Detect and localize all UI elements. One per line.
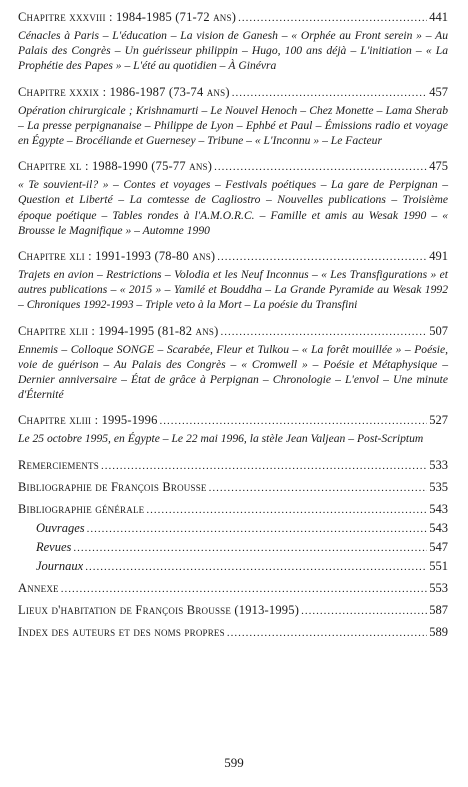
page-number: 491: [429, 249, 448, 264]
appendix-entry: [18, 603, 448, 619]
chapter-entry: [18, 324, 448, 403]
sub-entry-label: Journaux: [36, 558, 84, 573]
back-matter-entry: [18, 502, 448, 518]
page-number: 475: [429, 159, 448, 174]
page-number: 543: [429, 501, 448, 516]
page-number: 457: [429, 84, 448, 99]
dot-leader: [217, 250, 427, 265]
chapter-description: Ennemis – Colloque SONGE – Scarabée, Fleur et Tulkou – « La forêt mouillée » – Poésie, voie de guérison – Au Palais des Congrès – « Cromwell » – Poésie et Métaphysique – Dernier anniversaire – État de grâce à Perpignan – Chronologie – L'envol – Une minute d'Éternité: [18, 342, 448, 402]
chapter-heading-line: [18, 10, 448, 26]
dot-leader: [232, 86, 428, 101]
dot-leader: [73, 541, 427, 556]
dot-leader: [209, 481, 428, 496]
back-matter-entry: [18, 480, 448, 496]
dot-leader: [220, 325, 427, 340]
page-number: 553: [429, 580, 448, 595]
chapter-heading-line: [18, 85, 448, 101]
back-matter-label: Bibliographie générale: [18, 501, 145, 516]
chapter-description: Cénacles à Paris – L'éducation – La vision de Ganesh – « Orphée au Front serein » – Au Palais des Congrès – Un guérisseur philippin – Hugo, 100 ans déjà – L'initiation – « La Prophétie des Papes » – L'été au quotidien – À Ginévra: [18, 29, 448, 73]
page-number: 535: [429, 479, 448, 494]
page-number: 589: [429, 624, 448, 639]
back-matter-entry: [18, 458, 448, 474]
chapter-heading: Chapitre xxxix : 1986-1987 (73-74 ans): [18, 84, 230, 99]
page-folio: 599: [224, 755, 244, 770]
table-of-contents: [18, 10, 448, 647]
appendix-label: Lieux d'habitation de François Brousse (1913-1995): [18, 602, 300, 617]
chapter-heading: Chapitre xxxviii : 1984-1985 (71-72 ans): [18, 10, 237, 24]
dot-leader: [87, 522, 428, 537]
back-matter-label: Remerciements: [18, 457, 99, 472]
chapter-entry: [18, 10, 448, 74]
chapter-description: Trajets en avion – Restrictions – Volodia et les Neuf Inconnus – « Les Transfigurations » et autres publications – « 2015 » – Yamilé et Bouddha – La Grande Pyramide au Wesak 1992 – Chroniques 1992-1993 – Triple veto à la Mort – La poésie du Transfini: [18, 268, 448, 312]
chapter-description: Opération chirurgicale ; Krishnamurti – Le Nouvel Henoch – Chez Monette – Lama Sherab – La presse perpignanaise – Philippe de Lyon – Ephbé et Paul – Émissions radio et voyage en Égypte – Brocéliande et Guernesey – Tribune – « L'Inconnu » – Le Facteur: [18, 103, 448, 148]
chapter-entry: [18, 159, 448, 238]
chapter-heading-line: [18, 249, 448, 265]
page-number: 547: [429, 539, 448, 554]
dot-leader: [238, 11, 427, 26]
dot-leader: [146, 503, 427, 518]
page-number: 587: [429, 602, 448, 617]
back-matter-label: Bibliographie de François Brousse: [18, 479, 207, 494]
sub-entry: [36, 559, 448, 575]
chapter-heading-line: [18, 324, 448, 340]
chapter-entry: [18, 85, 448, 149]
page-number: 533: [429, 457, 448, 472]
dot-leader: [301, 604, 427, 619]
appendix-label: Annexe: [18, 580, 59, 595]
appendix-entry: [18, 625, 448, 641]
sub-entry: [36, 540, 448, 556]
dot-leader: [214, 160, 427, 175]
chapter-heading: Chapitre xliii : 1995-1996: [18, 413, 158, 428]
appendix-entry: [18, 581, 448, 597]
dot-leader: [85, 560, 427, 575]
page-number: 441: [429, 10, 448, 24]
page-number: 507: [429, 323, 448, 338]
dot-leader: [101, 459, 427, 474]
sub-entry: [36, 521, 448, 537]
page-number: 527: [429, 413, 448, 428]
dot-leader: [160, 414, 428, 429]
page-number: 551: [429, 558, 448, 573]
chapter-heading: Chapitre xlii : 1994-1995 (81-82 ans): [18, 323, 219, 338]
chapter-entry: [18, 413, 448, 446]
chapter-heading-line: [18, 413, 448, 429]
chapter-heading-line: [18, 159, 448, 175]
chapter-heading: Chapitre xli : 1991-1993 (78-80 ans): [18, 249, 216, 264]
chapter-entry: [18, 249, 448, 313]
dot-leader: [227, 626, 427, 641]
sub-entry-label: Ouvrages: [36, 520, 85, 535]
chapter-heading: Chapitre xl : 1988-1990 (75-77 ans): [18, 159, 213, 174]
chapter-description: Le 25 octobre 1995, en Égypte – Le 22 mai 1996, la stèle Jean Valjean – Post-Scriptum: [18, 432, 424, 446]
appendix-label: Index des auteurs et des noms propres: [18, 624, 225, 639]
dot-leader: [61, 582, 428, 597]
chapter-description: « Te souvient-il? » – Contes et voyages – Festivals poétiques – La gare de Perpignan – Question et Liberté – La comtesse de Cagliostro – Nouvelles publications – Troisième époque poétique – Tables rondes à l'A.M.O.R.C. – Famille et amis au Wesak 1990 – « Brousse le Magnifique » – Automne 1990: [18, 178, 448, 237]
sub-entry-label: Revues: [36, 539, 72, 554]
page-number: 543: [429, 520, 448, 535]
